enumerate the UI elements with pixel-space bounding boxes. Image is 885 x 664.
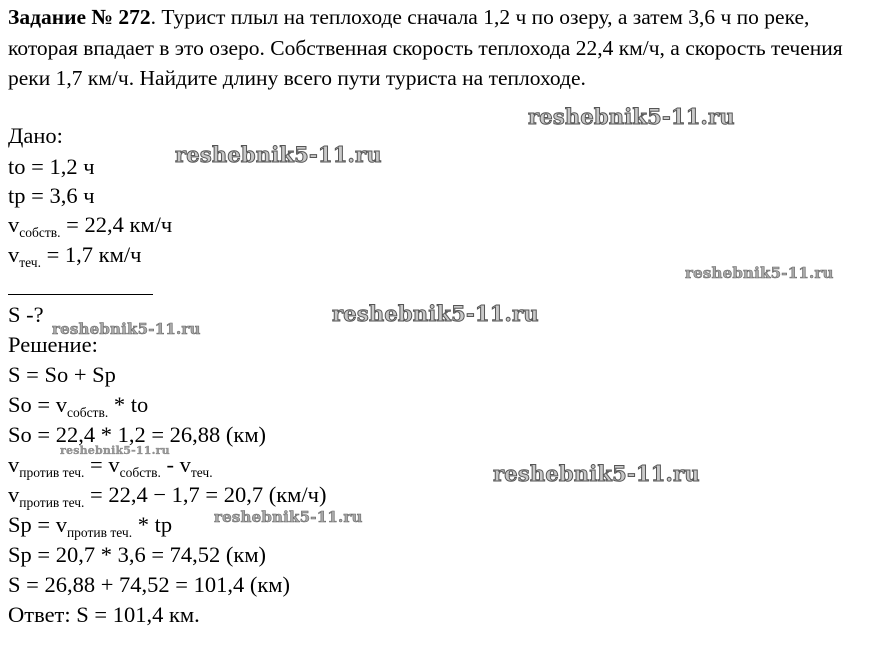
subscript: собств.	[19, 225, 61, 240]
subscript: против теч.	[66, 525, 133, 540]
solution-line-7: Sp = 20,7 * 3,6 = 74,52 (км)	[8, 542, 267, 567]
problem-number: Задание № 272	[8, 5, 151, 29]
given-time-lake: to = 1,2 ч	[8, 154, 95, 179]
watermark: reshebnik5-11.ru	[175, 142, 382, 167]
given-current-speed	[8, 242, 141, 268]
text: * tp	[132, 512, 173, 537]
problem-text: . Турист плыл на теплоходе сначала 1,2 ч по озеру, а затем 3,6 ч по реке, которая впадает в это озеро. Собственная скорость теплохода 22,4 км/ч, а скорость течения реки 1,7 км/ч. Найдите длину всего пути туриста на теплоходе.	[8, 5, 843, 90]
solution-line-6	[8, 512, 172, 538]
value: = 22,4 км/ч	[60, 212, 173, 237]
subscript: собств.	[119, 465, 161, 480]
watermark: reshebnik5-11.ru	[685, 264, 834, 282]
text: v	[8, 452, 20, 477]
solution-heading: Решение:	[8, 332, 98, 357]
text: - v	[160, 452, 191, 477]
subscript: теч.	[19, 255, 41, 270]
solution-line-8: S = 26,88 + 74,52 = 101,4 (км)	[8, 572, 290, 597]
watermark: reshebnik5-11.ru	[60, 444, 170, 457]
watermark: reshebnik5-11.ru	[214, 508, 363, 526]
text: = 22,4 − 1,7 = 20,7 (км/ч)	[84, 482, 327, 507]
subscript: теч.	[190, 465, 213, 480]
solution-line-5	[8, 482, 326, 508]
text: = v	[84, 452, 120, 477]
watermark: reshebnik5-11.ru	[332, 301, 539, 326]
value: = 1,7 км/ч	[40, 242, 142, 267]
given-own-speed	[8, 212, 172, 238]
answer-line: Ответ: S = 101,4 км.	[8, 602, 200, 627]
subscript: против теч.	[19, 465, 85, 480]
var: v	[8, 212, 20, 237]
text: Sp = v	[8, 512, 67, 537]
given-divider	[8, 294, 153, 295]
watermark: reshebnik5-11.ru	[52, 320, 201, 338]
subscript: против теч.	[19, 495, 85, 510]
watermark: reshebnik5-11.ru	[528, 104, 735, 129]
solution-line-3: So = 22,4 * 1,2 = 26,88 (км)	[8, 422, 267, 447]
given-heading: Дано:	[8, 123, 63, 148]
watermark: reshebnik5-11.ru	[493, 461, 700, 486]
problem-statement	[8, 2, 880, 94]
subscript: собств.	[66, 405, 109, 420]
find-label: S -?	[8, 302, 44, 327]
text: v	[8, 482, 20, 507]
text: So = v	[8, 392, 67, 417]
var: v	[8, 242, 20, 267]
solution-line-1: S = So + Sp	[8, 362, 116, 387]
text: * to	[108, 392, 149, 417]
given-time-river: tp = 3,6 ч	[8, 183, 95, 208]
solution-line-2	[8, 392, 148, 418]
